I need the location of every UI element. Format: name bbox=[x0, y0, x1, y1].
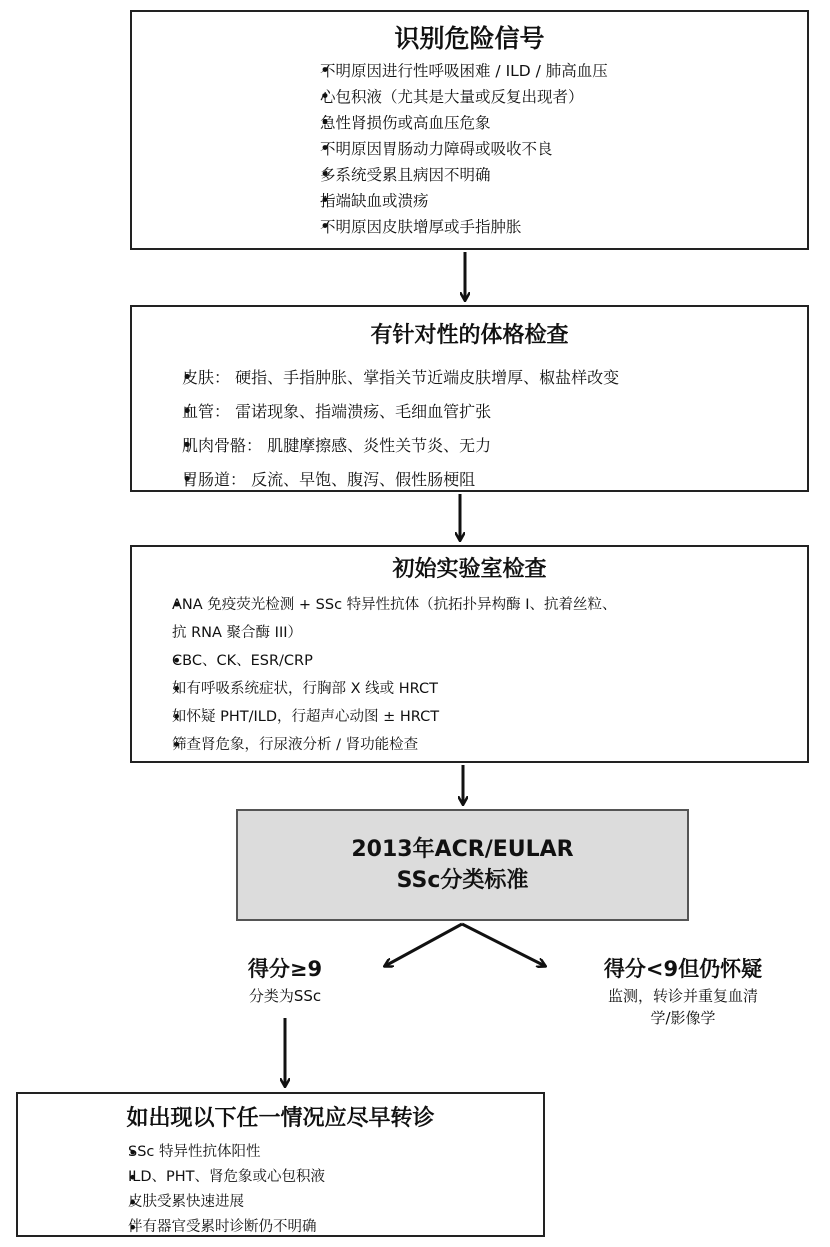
list-item: • 指端缺血或溃疡 bbox=[292, 188, 807, 214]
list-item: • 不明原因胃肠动力障碍或吸收不良 bbox=[292, 136, 807, 162]
list-item: • 肌肉骨骼： 肌腱摩擦感、炎性关节炎、无力 bbox=[146, 429, 807, 463]
list-item: • 筛查肾危象，行尿液分析 / 肾功能检查 bbox=[146, 731, 807, 759]
score-lt-9-sub-2: 学/影像学 bbox=[650, 1009, 716, 1027]
list-item: • 血管： 雷诺现象、指端溃疡、毛细血管扩张 bbox=[146, 395, 807, 429]
list-item: • 伴有器官受累时诊断仍不明确 bbox=[100, 1215, 543, 1240]
list-item: • SSc 特异性抗体阳性 bbox=[100, 1140, 543, 1165]
arrow-4-to-right bbox=[462, 924, 545, 966]
list-item-text: ANA 免疫荧光检测 + SSc 特异性抗体（抗拓扑异构酶 I、抗着丝粒、 bbox=[172, 597, 617, 613]
list-item: • 心包积液（尤其是大量或反复出现者） bbox=[292, 84, 807, 110]
arrow-4-to-left bbox=[385, 924, 462, 966]
list-item: • 不明原因进行性呼吸困难 / ILD / 肺高血压 bbox=[292, 58, 807, 84]
physical-exam-title: 有针对性的体格检查 bbox=[370, 323, 569, 348]
list-item: • 不明原因皮肤增厚或手指肿胀 bbox=[292, 214, 807, 240]
list-item: • 如有呼吸系统症状，行胸部 X 线或 HRCT bbox=[146, 675, 807, 703]
list-item: • 皮肤： 硬指、手指肿胀、掌指关节近端皮肤增厚、椒盐样改变 bbox=[146, 361, 807, 395]
score-ge-9-sub: 分类为SSc bbox=[248, 987, 322, 1005]
list-item-continuation: 抗 RNA 聚合酶 III） bbox=[172, 625, 302, 641]
list-item: • CBC、CK、ESR/CRP bbox=[146, 647, 807, 675]
score-lt-9-title: 得分<9但仍怀疑 bbox=[603, 957, 763, 981]
list-item: • 多系统受累且病因不明确 bbox=[292, 162, 807, 188]
referral-title: 如出现以下任一情况应尽早转诊 bbox=[126, 1106, 435, 1131]
list-item: • ILD、PHT、肾危象或心包积液 bbox=[100, 1165, 543, 1190]
list-item: • 急性肾损伤或高血压危象 bbox=[292, 110, 807, 136]
list-item: • 皮肤受累快速进展 bbox=[100, 1190, 543, 1215]
score-ge-9-title: 得分≥9 bbox=[247, 957, 323, 981]
criteria-line-2: SSc分类标准 bbox=[396, 868, 529, 893]
warning-signs-title: 识别危险信号 bbox=[394, 24, 545, 53]
initial-labs-title: 初始实验室检查 bbox=[392, 557, 547, 582]
list-item: • 如怀疑 PHT/ILD，行超声心动图 ± HRCT bbox=[146, 703, 807, 731]
score-lt-9-sub-1: 监测，转诊并重复血清 bbox=[607, 987, 758, 1005]
criteria-line-1: 2013年ACR/EULAR bbox=[351, 837, 574, 862]
list-item: • 胃肠道： 反流、早饱、腹泻、假性肠梗阻 bbox=[146, 463, 807, 497]
